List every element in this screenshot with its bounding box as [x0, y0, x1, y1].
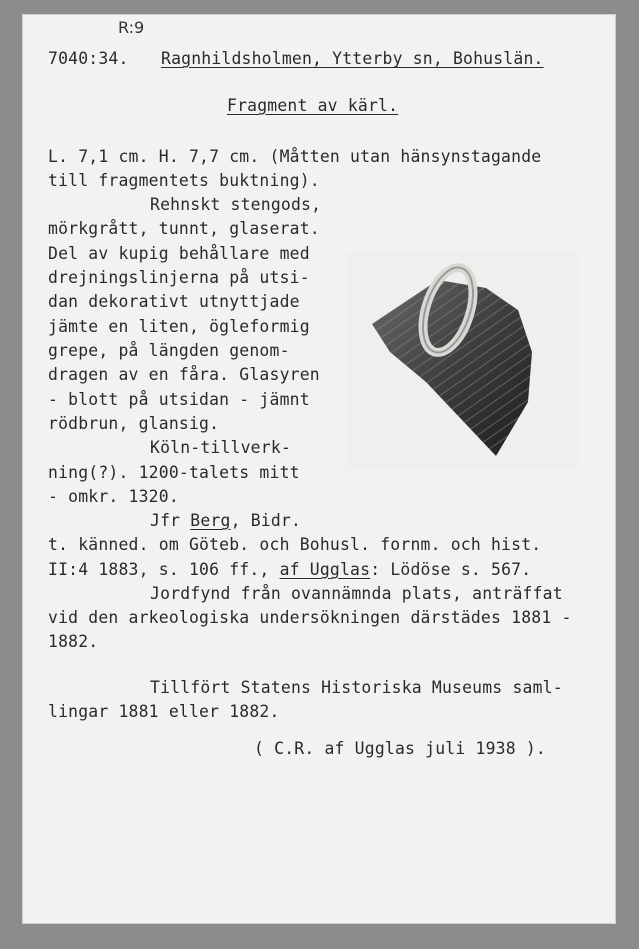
ref-suffix: , Bidr.: [230, 511, 302, 530]
ref-prefix: Jfr: [150, 511, 191, 530]
text-line: lingar 1881 eller 1882.: [48, 702, 280, 721]
text-line: grepe, på längden genom-: [48, 341, 290, 360]
text-line: vid den arkeologiska undersökningen därstädes 1881 -: [48, 608, 572, 627]
text-line: ning(?). 1200-talets mitt: [48, 463, 300, 482]
text-line: mörkgrått, tunnt, glaserat.: [48, 219, 320, 238]
reference-line: [48, 560, 531, 580]
text-line: - omkr. 1320.: [48, 487, 179, 506]
signature-line: ( C.R. af Ugglas juli 1938 ).: [254, 739, 546, 758]
text-line: till fragmentets buktning).: [48, 171, 320, 190]
text-line: Del av kupig behållare med: [48, 244, 310, 263]
text-line: jämte en liten, ögleformig: [48, 317, 310, 336]
text-line: Rehnskt stengods,: [150, 195, 322, 214]
catalog-number: 7040:34.: [48, 49, 129, 68]
text-line: L. 7,1 cm. H. 7,7 cm. (Måtten utan hänsynstagande: [48, 147, 542, 166]
vessel-fragment-image: [346, 252, 578, 470]
ref-suffix: : Lödöse s. 567.: [370, 560, 532, 579]
text-line: dragen av en fåra. Glasyren: [48, 365, 320, 384]
find-location: Ragnhildsholmen, Ytterby sn, Bohuslän.: [161, 49, 544, 68]
text-line: 1882.: [48, 632, 99, 651]
text-line: drejningslinjerna på utsi-: [48, 268, 310, 287]
text-line: Tillfört Statens Historiska Museums saml-: [150, 678, 563, 697]
fragment-photo: [346, 252, 578, 470]
text-line: Jordfynd från ovannämnda plats, anträffat: [150, 584, 563, 603]
ref-prefix: II:4 1883, s. 106 ff.,: [48, 560, 280, 579]
reference-line: [150, 511, 301, 531]
ref-author-berg: Berg: [190, 511, 231, 530]
text-line: rödbrun, glansig.: [48, 414, 220, 433]
handwritten-code: R:9: [118, 18, 145, 37]
text-line: t. känned. om Göteb. och Bohusl. fornm. och hist.: [48, 535, 542, 554]
text-line: - blott på utsidan - jämnt: [48, 390, 310, 409]
text-line: dan dekorativt utnyttjade: [48, 292, 300, 311]
text-line: Köln-tillverk-: [150, 438, 291, 457]
card-title: Fragment av kärl.: [227, 96, 399, 115]
ref-author-ugglas: af Ugglas: [279, 560, 371, 579]
